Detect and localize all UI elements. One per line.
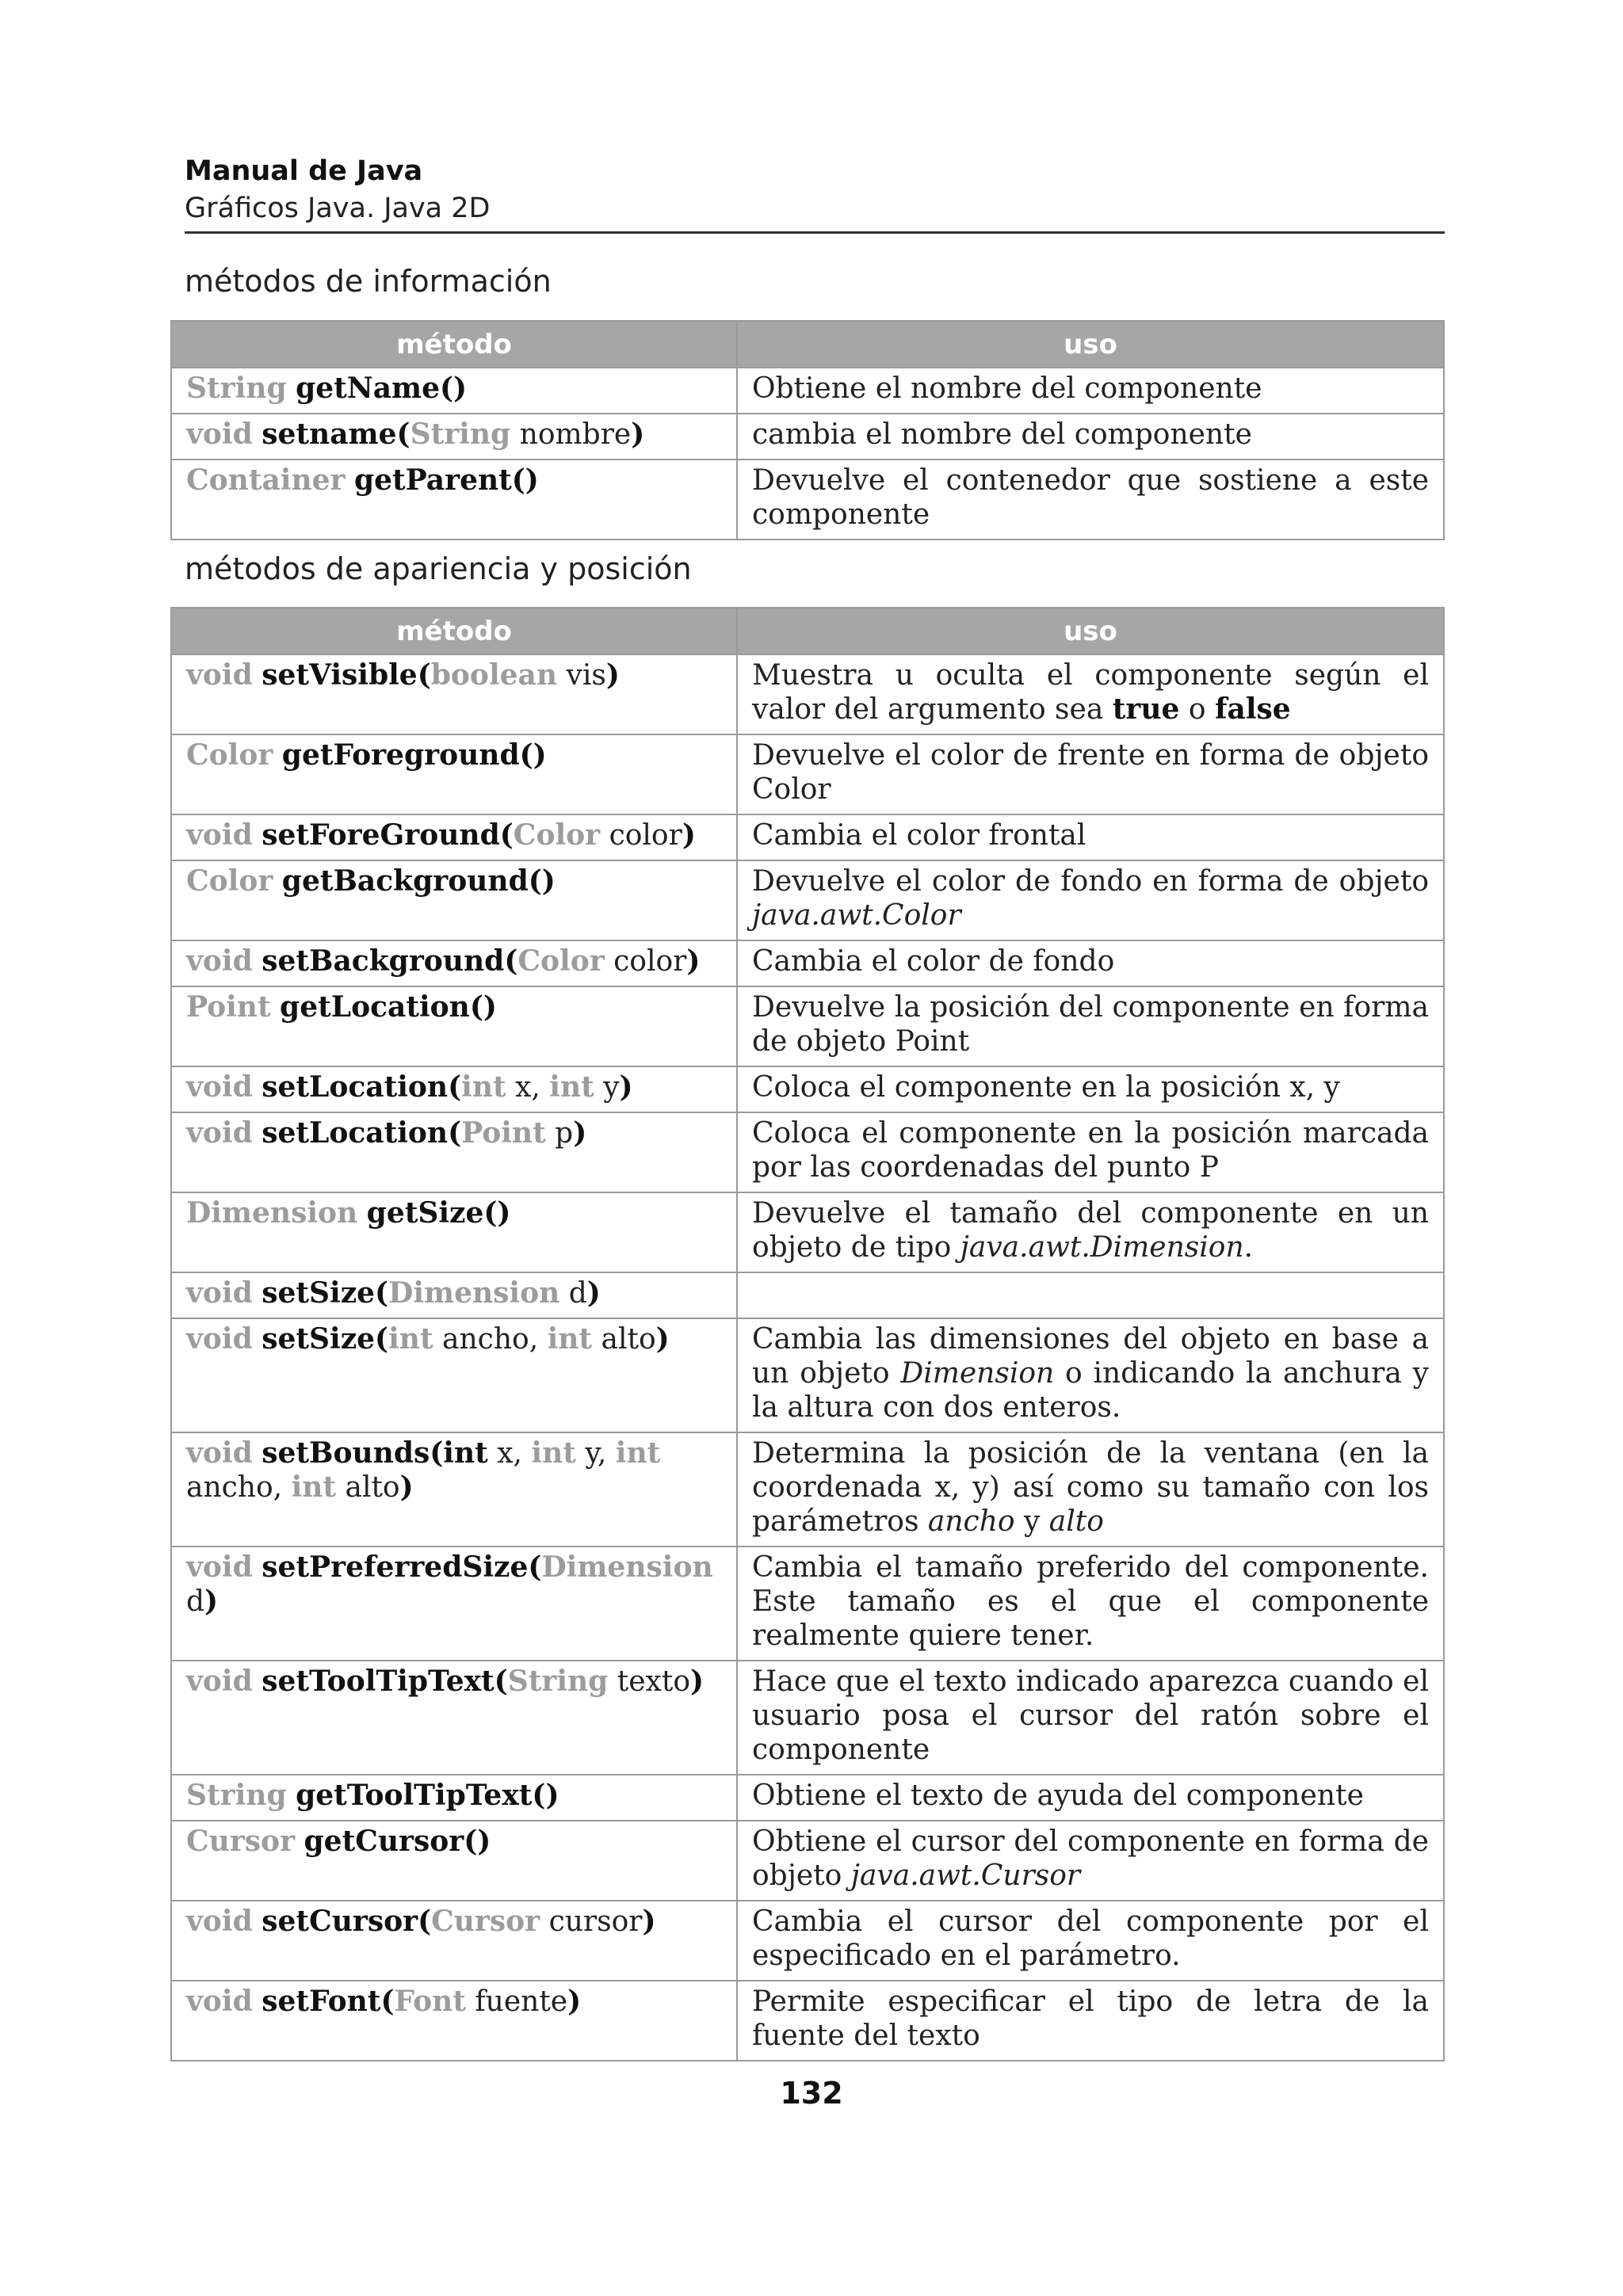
text-segment: Cambia el tamaño preferido del componente. Este tamaño es el que el componente realmente quiere tener. <box>752 1551 1429 1652</box>
method-name: setBounds(int <box>262 1436 488 1470</box>
info-methods-table <box>170 320 1445 540</box>
use-cell <box>737 460 1444 540</box>
book-title: Manual de Java <box>185 155 423 187</box>
type-keyword: Dimension <box>388 1276 560 1310</box>
table-row <box>171 986 1444 1066</box>
table-row <box>171 1272 1444 1318</box>
method-name: setLocation( <box>262 1070 462 1104</box>
italic-text: java.awt.Cursor <box>850 1859 1081 1892</box>
text-segment <box>253 418 262 451</box>
type-keyword: void <box>186 658 253 692</box>
use-cell <box>737 814 1444 860</box>
text-segment: alto <box>592 1323 656 1356</box>
text-segment: y <box>594 1071 620 1104</box>
method-cell <box>171 986 737 1066</box>
method-name: ) <box>605 658 620 692</box>
table-row <box>171 860 1444 940</box>
method-name: getParent() <box>353 463 539 497</box>
text-segment: cambia el nombre del componente <box>752 418 1252 451</box>
table-body <box>171 368 1444 540</box>
text-segment: Permite especificar el tipo de letra de la fuente del texto <box>752 1985 1429 2052</box>
text-segment: Devuelve el color de frente en forma de objeto Color <box>752 739 1429 806</box>
text-segment: alto <box>336 1471 400 1504</box>
type-keyword: int <box>547 1322 593 1356</box>
method-cell <box>171 1981 737 2061</box>
table-row <box>171 414 1444 460</box>
method-cell <box>171 1318 737 1432</box>
column-header-use: uso <box>737 321 1444 368</box>
use-cell <box>737 986 1444 1066</box>
italic-text: java.awt.Dimension <box>960 1231 1244 1264</box>
type-keyword: void <box>186 1322 253 1356</box>
text-segment: Cambia las dimensiones del objeto en base a un objeto <box>752 1323 1429 1390</box>
bold-keyword: true <box>1112 692 1180 726</box>
method-name: setSize( <box>262 1276 389 1310</box>
text-segment <box>253 1985 262 2018</box>
text-segment: texto <box>608 1665 691 1698</box>
type-keyword: Color <box>186 738 273 772</box>
use-cell <box>737 1775 1444 1821</box>
table-row <box>171 1901 1444 1981</box>
type-keyword: void <box>186 1550 253 1584</box>
table-row <box>171 940 1444 986</box>
text-segment: y, <box>575 1437 616 1470</box>
text-segment: Obtiene el texto de ayuda del componente <box>752 1779 1364 1812</box>
column-header-method: método <box>171 608 737 654</box>
text-segment <box>253 1323 262 1356</box>
type-keyword: void <box>186 1665 253 1698</box>
text-segment <box>253 1551 262 1584</box>
text-segment: ancho, <box>186 1471 292 1504</box>
type-keyword: Color <box>186 864 273 898</box>
method-name: getToolTipText() <box>296 1779 559 1812</box>
method-name: ) <box>567 1985 582 2018</box>
text-segment: color <box>600 819 682 852</box>
bold-keyword: false <box>1215 692 1291 726</box>
method-cell <box>171 1821 737 1901</box>
method-name: getName() <box>296 372 468 405</box>
method-name: getSize() <box>366 1196 511 1230</box>
type-keyword: String <box>186 1779 287 1812</box>
text-segment <box>273 739 281 772</box>
use-cell <box>737 654 1444 734</box>
text-segment: Devuelve el contenedor que sostiene a este componente <box>752 464 1429 531</box>
header-rule <box>185 231 1445 234</box>
method-name: getBackground() <box>281 864 556 898</box>
use-cell <box>737 734 1444 814</box>
type-keyword: String <box>410 418 511 451</box>
text-segment: x, <box>487 1437 532 1470</box>
method-name: getLocation() <box>280 990 497 1024</box>
text-segment <box>253 819 262 852</box>
table-row <box>171 734 1444 814</box>
text-segment: x, <box>506 1071 550 1104</box>
column-header-method: método <box>171 321 737 368</box>
type-keyword: Color <box>517 944 605 978</box>
text-segment: vis <box>557 659 606 692</box>
text-segment: fuente <box>465 1985 568 2018</box>
type-keyword: String <box>507 1665 609 1698</box>
type-keyword: Color <box>513 818 601 852</box>
text-segment: Devuelve la posición del componente en forma de objeto Point <box>752 991 1429 1058</box>
method-name: ) <box>690 1665 705 1698</box>
use-cell <box>737 1066 1444 1112</box>
text-segment: Devuelve el tamaño del componente en un objeto de tipo <box>752 1197 1429 1264</box>
table-row <box>171 1547 1444 1661</box>
method-cell <box>171 1547 737 1661</box>
text-segment <box>295 1825 304 1858</box>
text-segment: d <box>559 1277 587 1310</box>
text-segment <box>287 1779 296 1812</box>
use-cell <box>737 1112 1444 1192</box>
type-keyword: Dimension <box>186 1196 358 1230</box>
table-row <box>171 1112 1444 1192</box>
method-name: setPreferredSize( <box>262 1550 542 1584</box>
method-name: getCursor() <box>304 1825 491 1858</box>
table-row <box>171 814 1444 860</box>
use-cell <box>737 368 1444 414</box>
type-keyword: String <box>186 372 287 405</box>
text-segment <box>287 372 296 405</box>
column-header-use: uso <box>737 608 1444 654</box>
method-name: setLocation( <box>262 1116 462 1150</box>
page-header <box>185 152 1445 234</box>
method-name: setCursor( <box>262 1905 432 1938</box>
text-segment <box>273 865 281 898</box>
text-segment: nombre <box>510 418 632 451</box>
table-header-row <box>171 608 1444 654</box>
table-row <box>171 1981 1444 2061</box>
text-segment: o indicando la anchura y la altura con dos enteros. <box>752 1357 1429 1424</box>
text-segment: Determina la posición de la ventana (en la coordenada x, y) así como su tamaño con los parámetros <box>752 1437 1429 1538</box>
table-row <box>171 1192 1444 1272</box>
type-keyword: Cursor <box>186 1825 296 1858</box>
text-segment: Coloca el componente en la posición x, y <box>752 1071 1340 1104</box>
method-name: ) <box>204 1585 219 1618</box>
method-cell <box>171 1432 737 1547</box>
table-header-row <box>171 321 1444 368</box>
type-keyword: Font <box>394 1985 466 2018</box>
type-keyword: void <box>186 1905 253 1938</box>
text-segment: Obtiene el nombre del componente <box>752 372 1262 405</box>
italic-text: java.awt.Color <box>752 899 961 932</box>
method-cell <box>171 814 737 860</box>
italic-text: alto <box>1048 1505 1104 1538</box>
text-segment <box>357 1197 366 1230</box>
table-row <box>171 1066 1444 1112</box>
text-segment: Coloca el componente en la posición marcada por las coordenadas del punto P <box>752 1117 1429 1184</box>
text-segment <box>253 1277 262 1310</box>
text-segment: Devuelve el color de fondo en forma de objeto <box>752 865 1429 898</box>
text-segment <box>253 1071 262 1104</box>
text-segment: Cambia el cursor del componente por el especificado en el parámetro. <box>752 1905 1429 1972</box>
method-cell <box>171 860 737 940</box>
type-keyword: Point <box>186 990 271 1024</box>
method-cell <box>171 1272 737 1318</box>
use-cell <box>737 1192 1444 1272</box>
text-segment <box>253 1905 262 1938</box>
method-cell <box>171 940 737 986</box>
method-cell <box>171 1775 737 1821</box>
table-row <box>171 460 1444 540</box>
text-segment: Muestra u oculta el componente según el valor del argumento sea <box>752 659 1429 726</box>
use-cell <box>737 940 1444 986</box>
text-segment: y <box>1014 1505 1049 1538</box>
table-row <box>171 1318 1444 1432</box>
method-name: ) <box>631 418 645 451</box>
text-segment: cursor <box>540 1905 643 1938</box>
text-segment <box>253 1665 262 1698</box>
use-cell <box>737 1272 1444 1318</box>
text-segment: o <box>1179 693 1215 726</box>
text-segment: p <box>545 1117 574 1150</box>
text-segment: Cambia el color de fondo <box>752 945 1115 978</box>
method-name: setForeGround( <box>262 818 514 852</box>
italic-text: ancho <box>927 1505 1015 1538</box>
method-name: ) <box>682 818 696 852</box>
type-keyword: boolean <box>430 658 558 692</box>
type-keyword: void <box>186 418 253 451</box>
method-cell <box>171 368 737 414</box>
text-segment <box>253 1117 262 1150</box>
method-name: setBackground( <box>262 944 518 978</box>
method-name: ) <box>399 1470 414 1504</box>
use-cell <box>737 414 1444 460</box>
method-cell <box>171 1192 737 1272</box>
type-keyword: int <box>531 1436 576 1470</box>
method-name: setSize( <box>262 1322 389 1356</box>
method-name: setVisible( <box>262 658 431 692</box>
type-keyword: int <box>615 1436 661 1470</box>
text-segment <box>346 464 354 497</box>
table-row <box>171 368 1444 414</box>
text-segment: d <box>186 1585 205 1618</box>
chapter-title: Gráficos Java. Java 2D <box>185 193 491 224</box>
method-cell <box>171 654 737 734</box>
type-keyword: int <box>549 1070 594 1104</box>
table-row <box>171 1775 1444 1821</box>
page-number: 132 <box>780 2076 843 2111</box>
use-cell <box>737 1661 1444 1775</box>
method-name: getForeground() <box>281 738 547 772</box>
type-keyword: void <box>186 1985 253 2018</box>
text-segment: ancho, <box>433 1323 548 1356</box>
italic-text: Dimension <box>900 1357 1055 1390</box>
type-keyword: void <box>186 1116 253 1150</box>
appearance-methods-table <box>170 607 1445 2061</box>
method-cell <box>171 414 737 460</box>
method-cell <box>171 1661 737 1775</box>
method-cell <box>171 734 737 814</box>
type-keyword: void <box>186 1070 253 1104</box>
type-keyword: Point <box>461 1116 546 1150</box>
text-segment <box>253 1437 262 1470</box>
type-keyword: int <box>291 1470 337 1504</box>
use-cell <box>737 1547 1444 1661</box>
table-row <box>171 1821 1444 1901</box>
text-segment: . <box>1243 1231 1254 1264</box>
method-name: setToolTipText( <box>262 1665 508 1698</box>
method-name: ) <box>586 1276 601 1310</box>
section-title-apariencia: métodos de apariencia y posición <box>185 551 692 586</box>
text-segment <box>253 659 262 692</box>
table-row <box>171 1661 1444 1775</box>
type-keyword: Dimension <box>541 1550 713 1584</box>
type-keyword: void <box>186 1276 253 1310</box>
use-cell <box>737 860 1444 940</box>
type-keyword: Container <box>186 463 346 497</box>
table-row <box>171 1432 1444 1547</box>
text-segment: Hace que el texto indicado aparezca cuando el usuario posa el cursor del ratón sobre el componente <box>752 1665 1429 1766</box>
text-segment <box>253 945 262 978</box>
use-cell <box>737 1432 1444 1547</box>
text-segment: Cambia el color frontal <box>752 819 1086 852</box>
text-segment: Obtiene el cursor del componente en forma de objeto <box>752 1825 1429 1892</box>
type-keyword: int <box>461 1070 506 1104</box>
type-keyword: void <box>186 818 253 852</box>
method-name: ) <box>573 1116 587 1150</box>
type-keyword: int <box>388 1322 433 1356</box>
method-cell <box>171 1901 737 1981</box>
type-keyword: void <box>186 944 253 978</box>
method-cell <box>171 1112 737 1192</box>
type-keyword: Cursor <box>431 1905 540 1938</box>
use-cell <box>737 1318 1444 1432</box>
method-name: setFont( <box>262 1985 395 2018</box>
use-cell <box>737 1901 1444 1981</box>
method-name: ) <box>619 1070 633 1104</box>
section-title-informacion: métodos de información <box>185 264 552 299</box>
method-cell <box>171 1066 737 1112</box>
text-segment: color <box>604 945 687 978</box>
method-name: ) <box>642 1905 656 1938</box>
table-row <box>171 654 1444 734</box>
method-name: setname( <box>262 418 411 451</box>
method-name: ) <box>686 944 701 978</box>
text-segment <box>271 991 280 1024</box>
method-name: ) <box>655 1322 670 1356</box>
method-cell <box>171 460 737 540</box>
use-cell <box>737 1821 1444 1901</box>
type-keyword: void <box>186 1436 253 1470</box>
table-body <box>171 654 1444 2061</box>
use-cell <box>737 1981 1444 2061</box>
